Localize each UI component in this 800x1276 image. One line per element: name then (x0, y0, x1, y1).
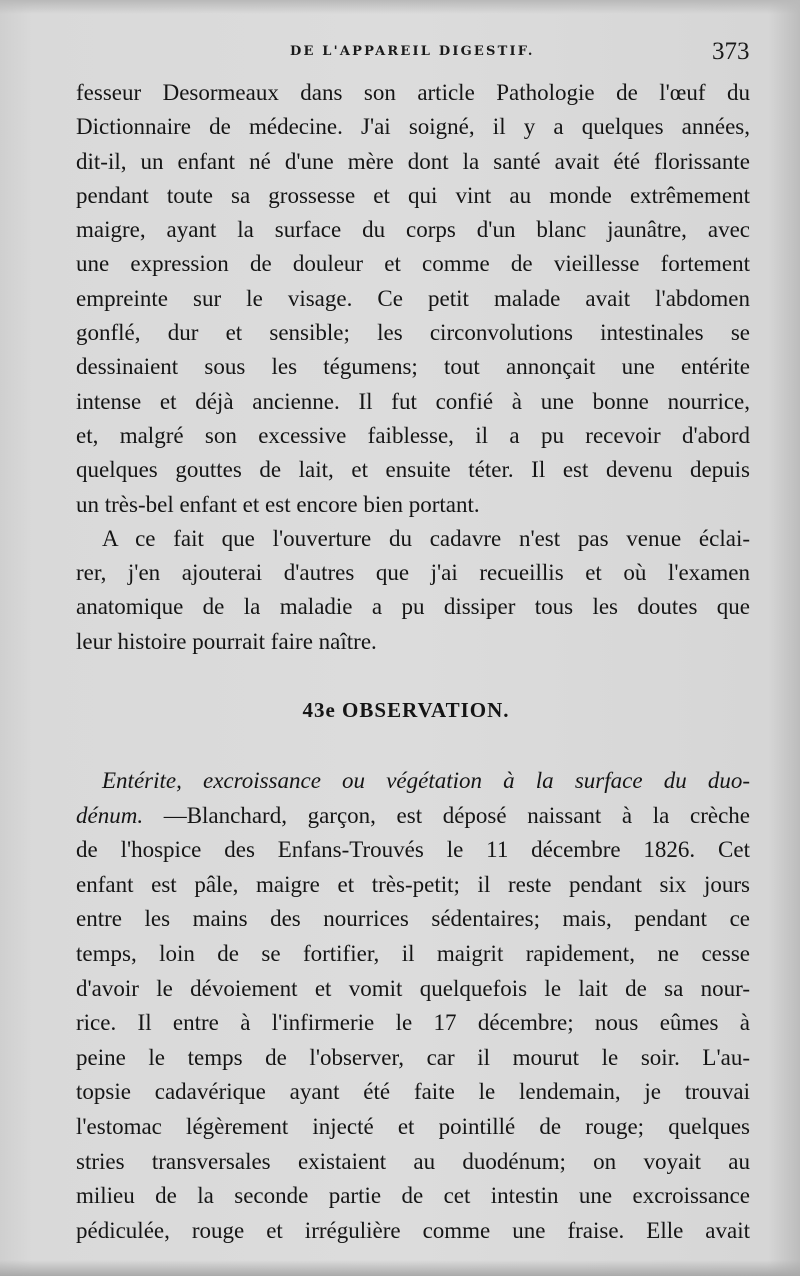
text-line: intense et déjà ancienne. Il fut confié à une bonne nourrice, (76, 388, 750, 414)
text-line: entre les mains des nourrices sédentaires; mais, pendant ce (76, 906, 750, 932)
section-heading: 43e OBSERVATION. (302, 698, 510, 722)
text-line: leur histoire pourrait faire naître. (76, 628, 377, 654)
text-line: un très-bel enfant et est encore bien portant. (76, 491, 480, 517)
text-line: quelques gouttes de lait, et ensuite téter. Il est devenu depuis (76, 457, 750, 483)
text-line: topsie cadavérique ayant été faite le lendemain, je trouvai (76, 1079, 750, 1105)
text-line: pédiculée, rouge et irrégulière comme une fraise. Elle avait (76, 1217, 750, 1243)
text-line: pendant toute sa grossesse et qui vint au monde extrêmement (76, 182, 750, 208)
paragraph-1 (76, 76, 750, 522)
page-bottom-edge-shadow (0, 1260, 800, 1276)
text-line: fesseur Desormeaux dans son article Pathologie de l'œuf du (76, 80, 750, 105)
text-line: d'avoir le dévoiement et vomit quelquefois le lait de sa nour- (76, 975, 750, 1001)
observation-text (76, 764, 750, 1248)
text-line: rice. Il entre à l'infirmerie le 17 décembre; nous eûmes à (76, 1010, 750, 1036)
text-line (76, 799, 750, 834)
running-head (0, 38, 800, 68)
text-line: stries transversales existaient au duodénum; on voyait au (76, 1148, 750, 1174)
observation-title-end: dénum. (76, 802, 144, 828)
text-line: milieu de la seconde partie de cet intestin une excroissance (76, 1183, 750, 1209)
text-line: dessinaient sous les tégumens; tout annonçait une entérite (76, 354, 750, 380)
text-line: maigre, ayant la surface du corps d'un blanc jaunâtre, avec (76, 217, 750, 243)
page-number: 373 (712, 38, 750, 65)
text-line: de l'hospice des Enfans-Trouvés le 11 décembre 1826. Cet (76, 837, 750, 863)
text-line: rer, j'en ajouterai d'autres que j'ai recueillis et où l'examen (76, 560, 750, 586)
text-line: l'estomac légèrement injecté et pointillé de rouge; quelques (76, 1113, 750, 1139)
text-line: Dictionnaire de médecine. J'ai soigné, il y a quelques années, (76, 114, 750, 140)
observation-first-sentence: —Blanchard, garçon, est déposé naissant à la crèche (143, 802, 750, 828)
text-line: anatomique de la maladie a pu dissiper tous les doutes que (76, 594, 750, 620)
text-line: enfant est pâle, maigre et très-petit; il reste pendant six jours (76, 871, 750, 897)
text-line: empreinte sur le visage. Ce petit malade avait l'abdomen (76, 285, 750, 311)
text-line: peine le temps de l'observer, car il mourut le soir. L'au- (76, 1044, 750, 1070)
text-line: et, malgré son excessive faiblesse, il a pu recevoir d'abord (76, 422, 750, 448)
paragraph-2 (76, 522, 750, 659)
text-line: gonflé, dur et sensible; les circonvolutions intestinales se (76, 320, 750, 346)
text-line: temps, loin de se fortifier, il maigrit rapidement, ne cesse (76, 940, 750, 966)
text-line: une expression de douleur et comme de vieillesse fortement (76, 251, 750, 277)
body-text (76, 76, 750, 659)
text-line: dit-il, un enfant né d'une mère dont la santé avait été florissante (76, 148, 750, 174)
running-title: DE L'APPAREIL DIGESTIF. (290, 44, 535, 59)
observation-title-line: Entérite, excroissance ou végétation à la surface du duo- (102, 768, 750, 793)
page-top-edge-shadow (0, 0, 800, 14)
text-line: A ce fait que l'ouverture du cadavre n'est pas venue éclai- (102, 525, 750, 551)
